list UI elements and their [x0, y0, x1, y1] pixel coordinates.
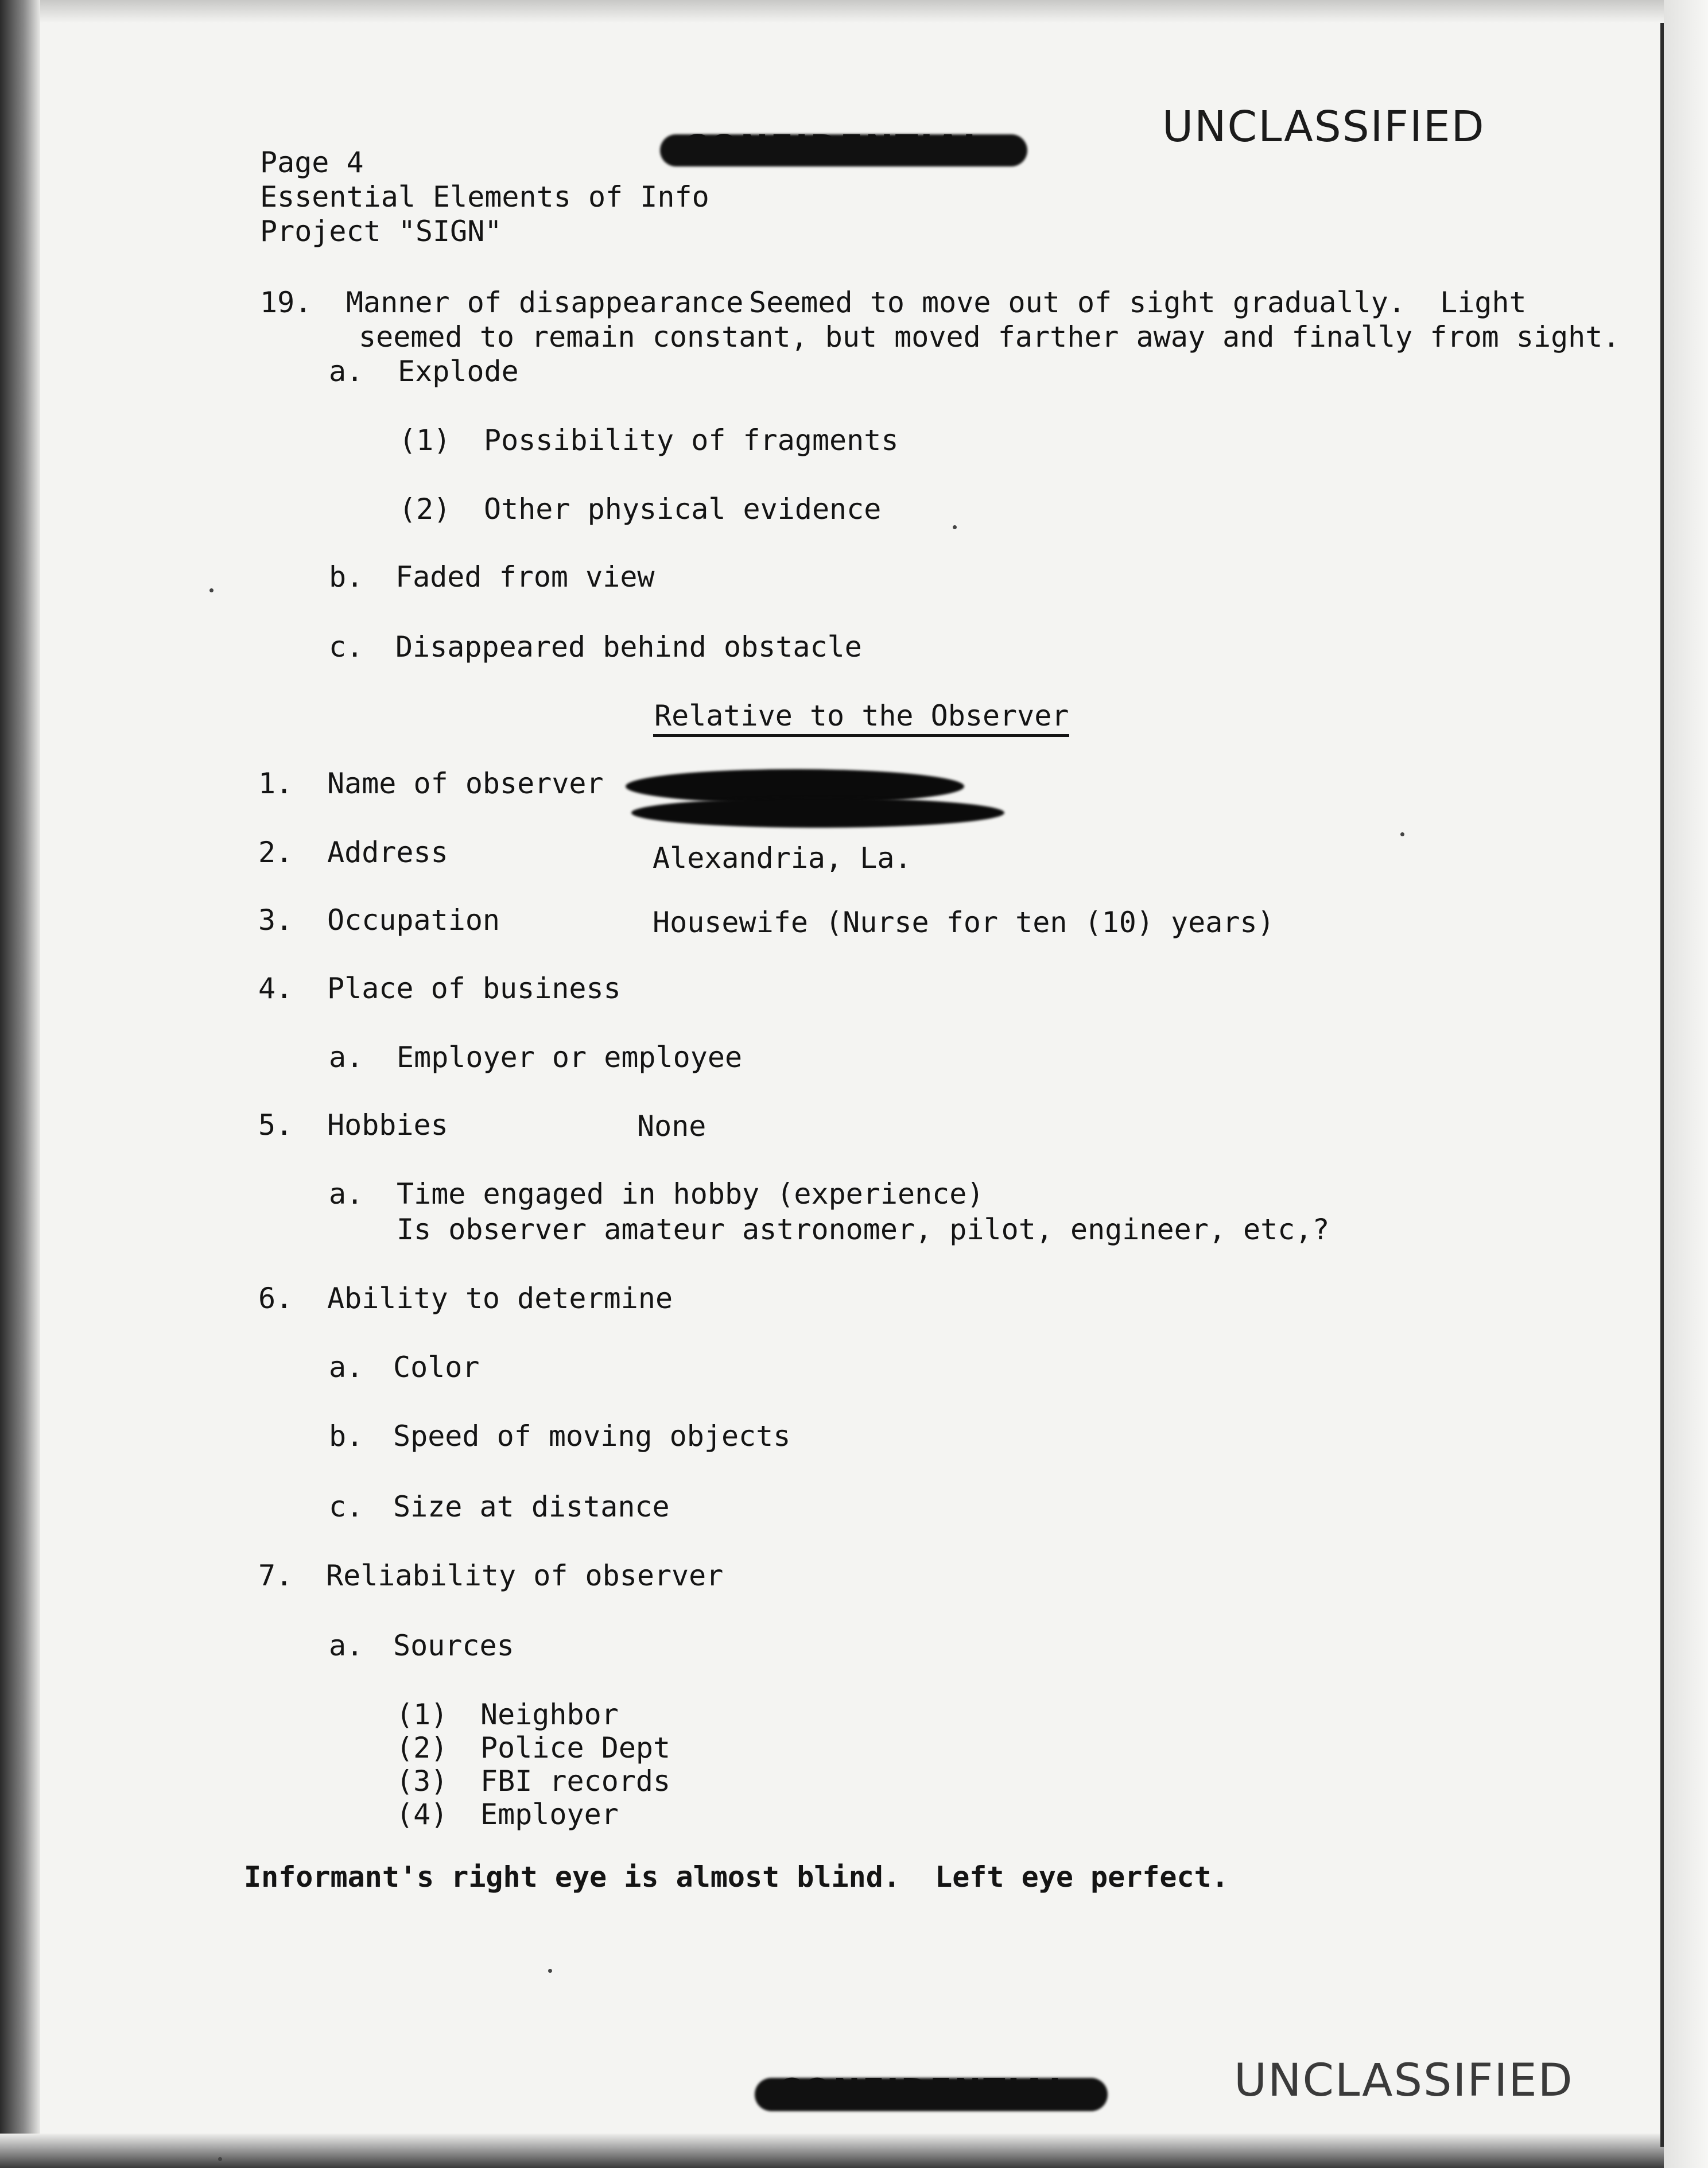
- observer-item-1-number: 1.: [258, 767, 293, 800]
- stamp-strike-bottom: [755, 2078, 1108, 2111]
- item-19-number: 19.: [260, 286, 312, 319]
- project-name: Project "SIGN": [260, 215, 502, 248]
- section-heading: Relative to the Observer: [654, 699, 1069, 732]
- source-item-fbi: FBI records: [480, 1764, 671, 1798]
- section-heading-underline: [653, 734, 1069, 737]
- observer-item-6-number: 6.: [258, 1282, 293, 1315]
- scan-top-shadow: [0, 0, 1708, 23]
- observer-name-label: Name of observer: [327, 767, 604, 800]
- source-marker: (3): [396, 1764, 448, 1798]
- scan-speck: [548, 1969, 552, 1973]
- scan-left-border: [0, 0, 40, 2168]
- address-value: Alexandria, La.: [653, 841, 912, 875]
- color-label: Color: [393, 1351, 480, 1384]
- source-item-police: Police Dept: [480, 1731, 671, 1764]
- redaction-mark-2: [631, 798, 1004, 828]
- page-number: Page 4: [260, 146, 364, 179]
- scan-speck: [1400, 832, 1404, 836]
- employer-label: Employer or employee: [397, 1041, 743, 1074]
- observer-item-3-number: 3.: [258, 903, 293, 937]
- item-19b-label: Faded from view: [395, 560, 655, 594]
- scan-speck: [218, 2157, 222, 2161]
- observer-item-2-number: 2.: [258, 836, 293, 869]
- observer-item-7-number: 7.: [258, 1559, 293, 1592]
- item-19a-label: Explode: [398, 355, 519, 388]
- observer-item-7a-marker: a.: [329, 1629, 364, 1662]
- classification-stamp-top: UNCLASSIFIED: [1162, 102, 1485, 152]
- observer-item-5-number: 5.: [258, 1108, 293, 1142]
- reliability-label: Reliability of observer: [326, 1559, 724, 1592]
- obscured-stamp-top: [660, 127, 1027, 173]
- occupation-value: Housewife (Nurse for ten (10) years): [653, 906, 1275, 939]
- hobby-time-line1: Time engaged in hobby (experience): [397, 1177, 984, 1211]
- scan-speck: [209, 588, 214, 592]
- hobbies-label: Hobbies: [327, 1108, 448, 1142]
- hobbies-value: None: [637, 1110, 707, 1143]
- item-19-label: Manner of disappearance: [346, 286, 744, 319]
- informant-eye-note: Informant's right eye is almost blind. Left eye perfect.: [244, 1860, 1229, 1894]
- item-19a-marker: a.: [329, 355, 364, 388]
- size-label: Size at distance: [393, 1490, 670, 1523]
- document-subject: Essential Elements of Info: [260, 180, 709, 214]
- observer-item-6c-marker: c.: [329, 1490, 364, 1523]
- item-19a1-marker: (1): [399, 424, 451, 457]
- observer-item-4a-marker: a.: [329, 1041, 364, 1074]
- ability-label: Ability to determine: [327, 1282, 673, 1315]
- stamp-strike-top: [660, 134, 1027, 166]
- source-marker: (2): [396, 1731, 448, 1764]
- item-19a2-marker: (2): [399, 492, 451, 526]
- observer-item-5a-marker: a.: [329, 1177, 364, 1211]
- scan-right-margin: [1664, 0, 1708, 2168]
- item-19b-marker: b.: [329, 560, 364, 594]
- source-marker: (1): [396, 1698, 448, 1731]
- address-label: Address: [327, 836, 448, 869]
- observer-item-4-number: 4.: [258, 972, 293, 1005]
- item-19a2-label: Other physical evidence: [484, 492, 882, 526]
- speed-label: Speed of moving objects: [393, 1420, 791, 1453]
- item-19-answer-line2: seemed to remain constant, but moved farther away and finally from sight.: [359, 320, 1620, 354]
- item-19a1-label: Possibility of fragments: [484, 424, 899, 457]
- scan-bottom-border: [0, 2134, 1708, 2168]
- occupation-label: Occupation: [327, 903, 500, 937]
- hobby-time-line2: Is observer amateur astronomer, pilot, engineer, etc,?: [397, 1213, 1330, 1246]
- observer-item-6a-marker: a.: [329, 1351, 364, 1384]
- classification-stamp-bottom: UNCLASSIFIED: [1234, 2055, 1574, 2107]
- source-item-neighbor: Neighbor: [480, 1698, 619, 1731]
- sources-label: Sources: [393, 1629, 514, 1662]
- item-19c-marker: c.: [329, 630, 364, 664]
- item-19c-label: Disappeared behind obstacle: [395, 630, 862, 664]
- obscured-stamp-bottom: [755, 2072, 1108, 2117]
- place-of-business-label: Place of business: [327, 972, 621, 1005]
- item-19-answer-line1: Seemed to move out of sight gradually. Light: [749, 286, 1527, 319]
- observer-item-6b-marker: b.: [329, 1420, 364, 1453]
- source-marker: (4): [396, 1798, 448, 1831]
- scan-speck: [953, 525, 957, 529]
- source-item-employer: Employer: [480, 1798, 619, 1831]
